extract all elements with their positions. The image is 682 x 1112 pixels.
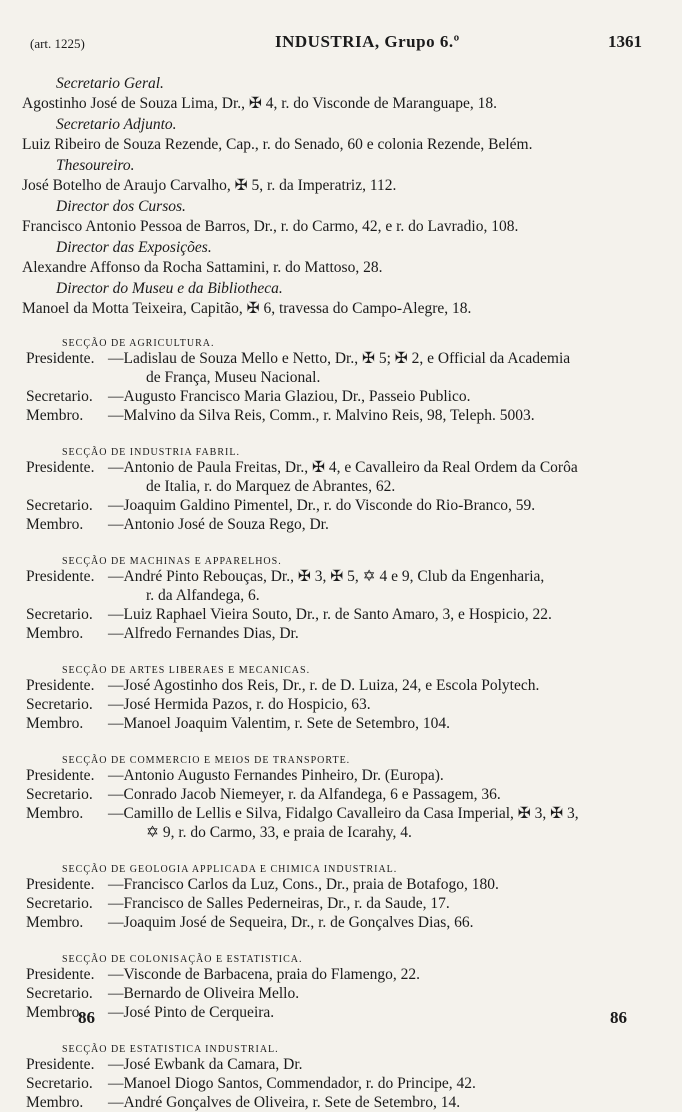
section-heading: SECÇÃO DE COLONISAÇÃO E ESTATISTICA. (62, 954, 303, 965)
member-text: —André Gonçalves de Oliveira, r. Sete de Setembro, 14. (108, 1094, 461, 1111)
officer-entry: Agostinho José de Souza Lima, Dr., ✠ 4, r. do Visconde de Maranguape, 18. (22, 95, 497, 112)
member-role: Secretario. (26, 985, 93, 1002)
member-role: Secretario. (26, 1075, 93, 1092)
member-text: —Antonio de Paula Freitas, Dr., ✠ 4, e Cavalleiro da Real Ordem da Corôa (108, 459, 578, 476)
officer-entry: Alexandre Affonso da Rocha Sattamini, r. do Mattoso, 28. (22, 259, 383, 276)
member-row (26, 515, 329, 534)
member-text-continuation: de França, Museu Nacional. (146, 369, 321, 386)
page-title: INDUSTRIA, Grupo 6.º (275, 32, 460, 51)
member-role: Secretario. (26, 497, 93, 514)
member-row (26, 387, 470, 406)
member-text: —Visconde de Barbacena, praia do Flamengo, 22. (108, 966, 420, 983)
member-role: Presidente. (26, 350, 95, 367)
member-role: Presidente. (26, 1056, 95, 1073)
member-role: Membro. (26, 715, 84, 732)
section-heading: SECÇÃO DE INDUSTRIA FABRIL. (62, 447, 240, 458)
member-role: Membro. (26, 625, 84, 642)
member-text: —Joaquim Galdino Pimentel, Dr., r. do Visconde do Rio-Branco, 59. (108, 497, 536, 514)
member-row (26, 913, 473, 932)
member-role: Membro. (26, 805, 84, 822)
footer-right-number: 86 (610, 1008, 627, 1027)
member-text: —Francisco Carlos da Luz, Cons., Dr., praia de Botafogo, 180. (108, 876, 499, 893)
member-text: —José Pinto de Cerqueira. (108, 1004, 275, 1021)
member-role: Secretario. (26, 606, 93, 623)
member-row (26, 695, 371, 714)
member-text: —Conrado Jacob Niemeyer, r. da Alfandega, 6 e Passagem, 36. (108, 786, 501, 803)
member-row (26, 984, 299, 1003)
member-row (26, 804, 579, 823)
member-role: Presidente. (26, 459, 95, 476)
member-text: —Manoel Diogo Santos, Commendador, r. do Principe, 42. (108, 1075, 476, 1092)
member-text-continuation: r. da Alfandega, 6. (146, 587, 260, 604)
member-row (26, 624, 299, 643)
member-row (26, 605, 552, 624)
officer-title: Director do Museu e da Bibliotheca. (56, 280, 283, 297)
member-row (26, 1055, 303, 1074)
section-heading: SECÇÃO DE GEOLOGIA APPLICADA E CHIMICA INDUSTRIAL. (62, 864, 398, 875)
member-role: Membro. (26, 1004, 84, 1021)
section-heading: SECÇÃO DE AGRICULTURA. (62, 338, 215, 349)
section-heading: SECÇÃO DE COMMERCIO E MEIOS DE TRANSPORTE. (62, 755, 351, 766)
member-text: —Alfredo Fernandes Dias, Dr. (108, 625, 299, 642)
member-role: Presidente. (26, 767, 95, 784)
member-role: Membro. (26, 516, 84, 533)
member-role: Presidente. (26, 568, 95, 585)
member-row (26, 349, 570, 368)
officer-entry: José Botelho de Araujo Carvalho, ✠ 5, r. da Imperatriz, 112. (22, 177, 397, 194)
page-header (30, 32, 642, 54)
member-text: —Luiz Raphael Vieira Souto, Dr., r. de Santo Amaro, 3, e Hospicio, 22. (108, 606, 552, 623)
member-row (26, 567, 544, 586)
member-row (26, 766, 444, 785)
member-row (26, 714, 450, 733)
section-heading: SECÇÃO DE ESTATISTICA INDUSTRIAL. (62, 1044, 279, 1055)
member-role: Secretario. (26, 696, 93, 713)
member-role: Membro. (26, 914, 84, 931)
member-text-continuation: de Italia, r. do Marquez de Abrantes, 62. (146, 478, 396, 495)
member-text: —Antonio José de Souza Rego, Dr. (108, 516, 329, 533)
member-row (26, 894, 450, 913)
member-text-continuation: ✡ 9, r. do Carmo, 33, e praia de Icarahy, 4. (146, 824, 412, 841)
member-text: —José Ewbank da Camara, Dr. (108, 1056, 303, 1073)
member-text: —Francisco de Salles Pederneiras, Dr., r. da Saude, 17. (108, 895, 450, 912)
member-role: Presidente. (26, 876, 95, 893)
member-row (26, 406, 535, 425)
officer-entry: Manoel da Motta Teixeira, Capitão, ✠ 6, travessa do Campo-Alegre, 18. (22, 300, 472, 317)
member-role: Secretario. (26, 388, 93, 405)
member-row (26, 496, 535, 515)
officer-title: Secretario Geral. (56, 75, 164, 92)
page-number-top: 1361 (608, 32, 642, 51)
section-heading: SECÇÃO DE ARTES LIBERAES E MECANICAS. (62, 665, 311, 676)
member-role: Secretario. (26, 895, 93, 912)
article-ref: (art. 1225) (30, 36, 85, 51)
member-row (26, 458, 578, 477)
member-role: Presidente. (26, 966, 95, 983)
member-text: —Camillo de Lellis e Silva, Fidalgo Cavalleiro da Casa Imperial, ✠ 3, ✠ 3, (108, 805, 579, 822)
member-row (26, 1074, 476, 1093)
member-row (26, 1093, 460, 1112)
section-heading: SECÇÃO DE MACHINAS E APPARELHOS. (62, 556, 282, 567)
member-text: —Augusto Francisco Maria Glaziou, Dr., Passeio Publico. (108, 388, 471, 405)
member-text: —Manoel Joaquim Valentim, r. Sete de Setembro, 104. (108, 715, 450, 732)
member-text: —André Pinto Rebouças, Dr., ✠ 3, ✠ 5, ✡ 4 e 9, Club da Engenharia, (108, 568, 545, 585)
member-text: —Bernardo de Oliveira Mello. (108, 985, 300, 1002)
officer-title: Thesoureiro. (56, 157, 135, 174)
member-row (26, 676, 539, 695)
member-text: —Malvino da Silva Reis, Comm., r. Malvino Reis, 98, Teleph. 5003. (108, 407, 535, 424)
officer-entry: Luiz Ribeiro de Souza Rezende, Cap., r. do Senado, 60 e colonia Rezende, Belém. (22, 136, 533, 153)
member-row (26, 965, 420, 984)
member-text: —Joaquim José de Sequeira, Dr., r. de Gonçalves Dias, 66. (108, 914, 474, 931)
member-text: —José Agostinho dos Reis, Dr., r. de D. Luiza, 24, e Escola Polytech. (108, 677, 540, 694)
member-row (26, 1003, 274, 1022)
officer-title: Director das Exposições. (56, 239, 212, 256)
member-role: Presidente. (26, 677, 95, 694)
member-row (26, 785, 501, 804)
officer-title: Secretario Adjunto. (56, 116, 177, 133)
member-text: —Antonio Augusto Fernandes Pinheiro, Dr. (Europa). (108, 767, 444, 784)
member-text: —José Hermida Pazos, r. do Hospicio, 63. (108, 696, 371, 713)
member-role: Membro. (26, 407, 84, 424)
member-role: Secretario. (26, 786, 93, 803)
member-text: —Ladislau de Souza Mello e Netto, Dr., ✠ 5; ✠ 2, e Official da Academia (108, 350, 571, 367)
officer-entry: Francisco Antonio Pessoa de Barros, Dr., r. do Carmo, 42, e r. do Lavradio, 108. (22, 218, 519, 235)
officer-title: Director dos Cursos. (56, 198, 186, 215)
footer-left-number: 86 (78, 1008, 95, 1027)
member-role: Membro. (26, 1094, 84, 1111)
member-row (26, 875, 499, 894)
